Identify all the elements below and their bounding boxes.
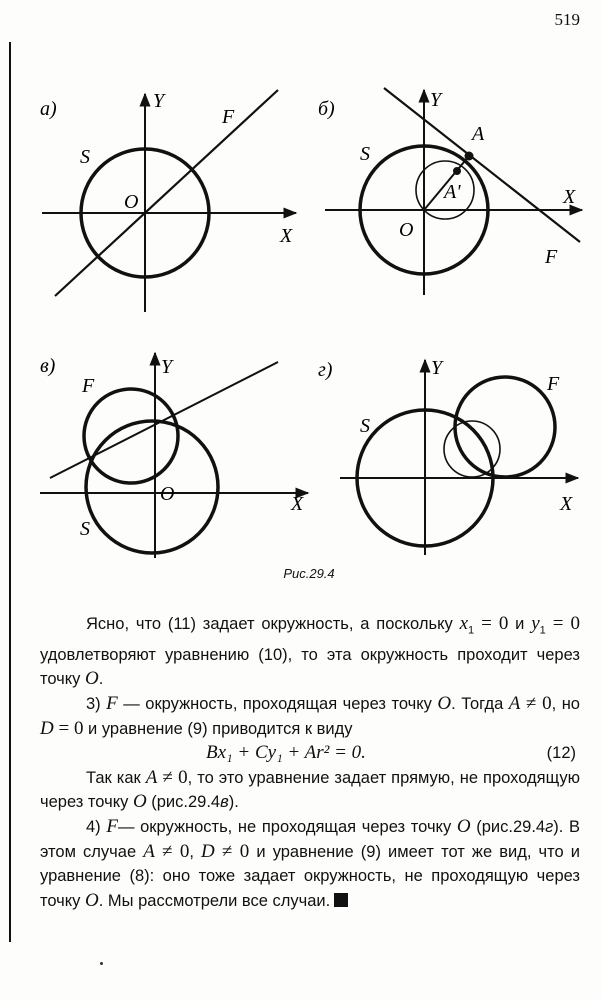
text-run: Ясно, что (11) задает окружность, а поскольку (86, 615, 460, 633)
text-run: 3) (86, 695, 107, 714)
text-run: . (98, 670, 104, 689)
equation-formula: Bx₁ + Cy₁ + Ar² = 0. (206, 742, 366, 764)
subscript: 1 (539, 624, 546, 637)
paragraph-1 (40, 612, 580, 692)
point-a-prime-label: A' (444, 181, 461, 203)
text-run: . Мы рассмотрели все случаи. (98, 891, 331, 910)
text-run: и уравнение (9) приводится к виду (83, 719, 353, 738)
math-value: ≠ 0 (154, 840, 190, 862)
text-run: 4) (86, 818, 107, 837)
text-run: . Тогда (451, 695, 509, 714)
math-var: O (132, 791, 147, 813)
circle-label: S (80, 518, 90, 540)
panel-tag: в) (40, 355, 56, 377)
equation-12 (40, 741, 580, 766)
circle-label: S (80, 146, 90, 168)
math-var: O (456, 816, 471, 838)
line-f (55, 90, 278, 296)
x-label: X (291, 493, 304, 515)
line-label: F (545, 246, 558, 268)
panel-tag: г) (318, 359, 333, 381)
math-var: x (459, 613, 469, 634)
origin-label: O (160, 483, 175, 505)
paragraph-2 (40, 692, 580, 741)
figure-caption: Рис.29.4 (283, 566, 335, 581)
circle-s (86, 421, 218, 553)
panel-v (40, 353, 308, 558)
math-var: O (85, 889, 99, 911)
math-var: y (531, 613, 540, 634)
y-label: Y (153, 90, 165, 112)
point-a (465, 152, 474, 161)
subscript: 1 (468, 624, 475, 637)
x-label: X (560, 493, 573, 515)
text-run: и (515, 615, 532, 633)
text-run: удовлетворяют уравнению (10), то эта окружность проходит через точку (40, 645, 580, 689)
panel-tag: б) (318, 98, 335, 120)
text-run: (рис.29.4 (470, 818, 546, 837)
circle-label: S (360, 415, 370, 437)
math-var: A (143, 840, 155, 862)
text-run: — окружность, не проходящая через точку (117, 818, 457, 837)
text-run: Так как (86, 768, 146, 787)
math-value: = 0 (474, 613, 509, 634)
text-run: , (189, 842, 202, 861)
math-value: ≠ 0 (157, 766, 188, 788)
body-text (40, 612, 580, 913)
origin-label: O (399, 219, 414, 241)
math-value: ≠ 0 (214, 840, 250, 862)
math-value: = 0 (545, 613, 580, 634)
point-a-label: A (472, 123, 485, 145)
panel-b (318, 88, 582, 295)
text-run: и уравнение (9) имеет тот же вид, что и уравнение (8): оно тоже задает окружность, не проходящую через точку (40, 842, 581, 910)
x-label: X (280, 225, 293, 247)
math-var: A (508, 693, 521, 715)
math-var: O (85, 668, 99, 690)
y-label: Y (430, 89, 442, 111)
math-value: = 0 (53, 717, 84, 739)
panel-tag: а) (40, 98, 57, 120)
x-label: X (563, 186, 576, 208)
text-run: , то это уравнение задает прямую, не проходящую через точку (40, 768, 580, 812)
math-var: F (106, 693, 118, 715)
figure-ref: в (220, 793, 229, 812)
figure-ref: г (545, 818, 554, 837)
stray-dot (100, 962, 103, 965)
math-var: A (145, 766, 158, 788)
panel-a (40, 90, 296, 312)
qed-square-icon (334, 893, 348, 907)
paragraph-4 (40, 815, 580, 913)
line-label: F (222, 106, 235, 128)
text-run: ). В этом случае (40, 818, 580, 861)
text-run: ). (228, 793, 239, 812)
point-a-prime (453, 167, 461, 175)
math-var: D (40, 717, 54, 739)
panel-g (318, 357, 578, 555)
circle-f-label: F (547, 373, 560, 395)
origin-label: O (124, 191, 139, 213)
y-label: Y (431, 357, 443, 379)
math-var: D (201, 840, 215, 862)
text-run: (рис.29.4 (146, 793, 221, 812)
math-var: O (437, 693, 452, 715)
circle-f-label: F (82, 375, 95, 397)
text-run: — окружность, проходящая через точку (117, 695, 438, 714)
text-run: , но (551, 695, 580, 714)
math-value: ≠ 0 (520, 693, 552, 715)
equation-number: (12) (546, 744, 576, 763)
paragraph-3 (40, 766, 580, 815)
circle-label: S (360, 143, 370, 165)
page-number: 519 (554, 10, 580, 29)
math-var: F (106, 816, 118, 838)
y-label: Y (161, 356, 173, 378)
